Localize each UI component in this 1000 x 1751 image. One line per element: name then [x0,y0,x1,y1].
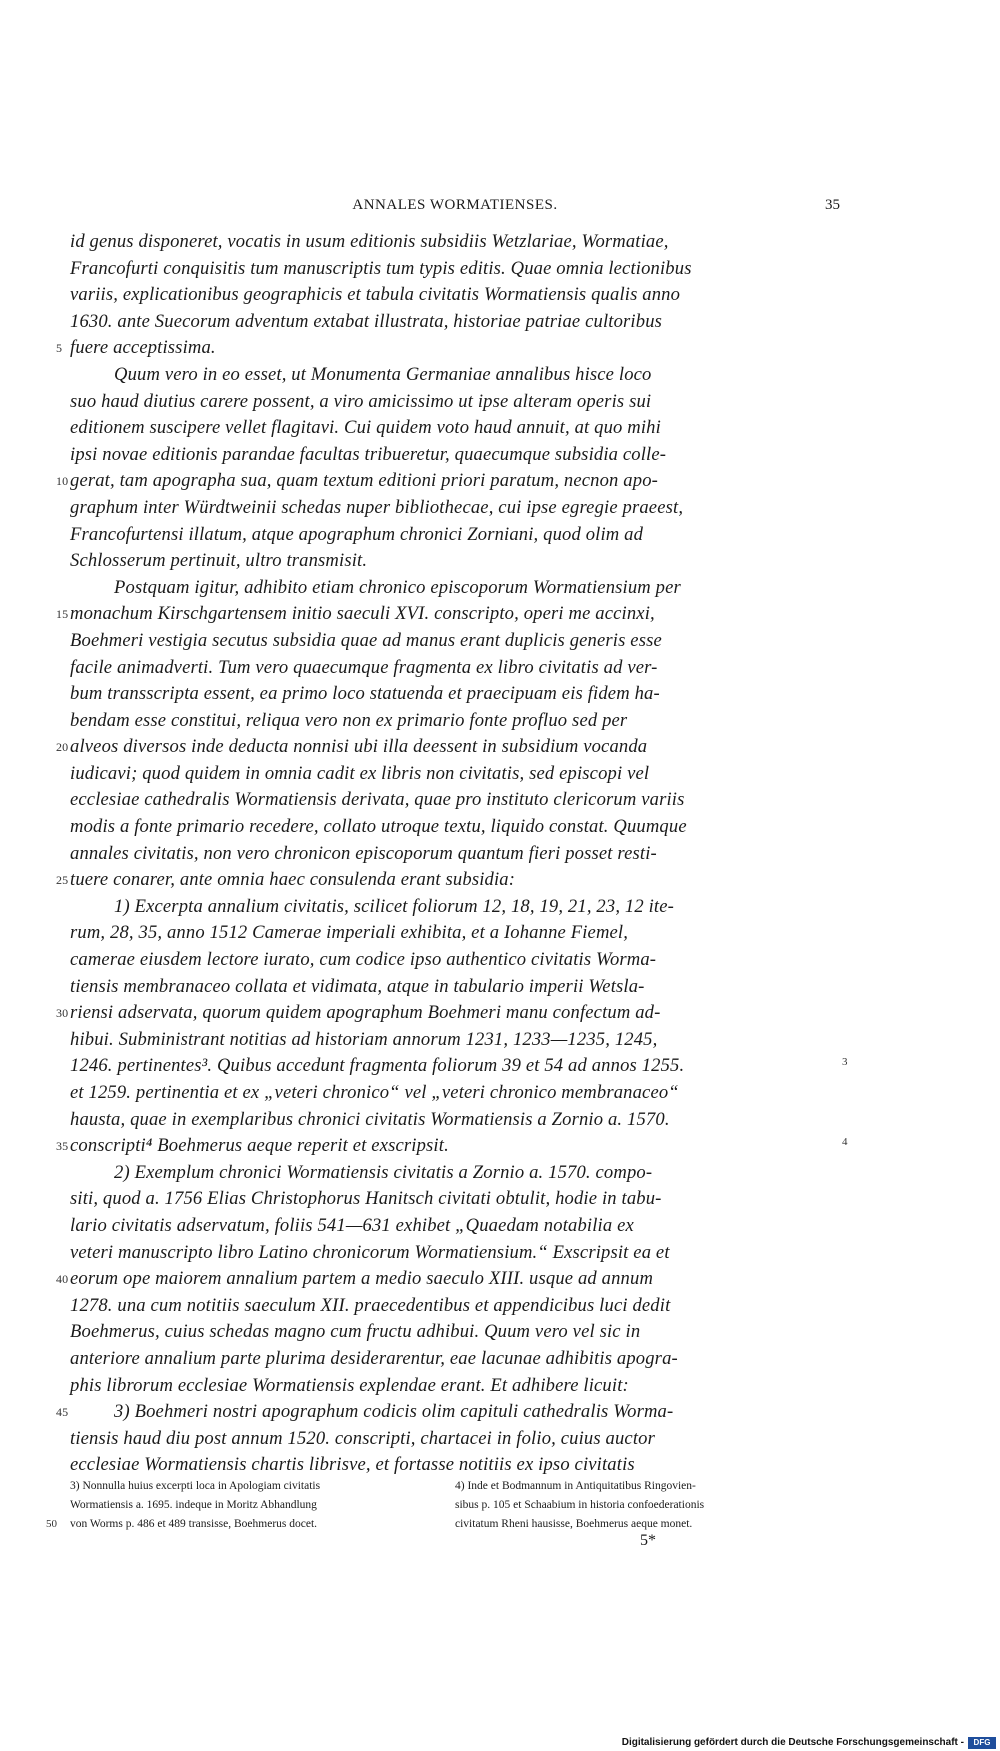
line-text: camerae eiusdem lectore iurato, cum codice ipso authentico civitatis Worma- [70,949,657,971]
text-line [70,548,830,575]
line-text: tiensis membranaceo collata et vidimata, atque in tabulario imperii Wetsla- [70,975,645,997]
footnote-text: Wormatiensis a. 1695. indeque in Moritz Abhandlung [70,1499,317,1511]
text-line [70,442,830,469]
footnotes-right-column [455,1477,830,1534]
line-text: tuere conarer, ante omnia haec consulenda erant subsidia: [70,869,516,891]
text-line [70,495,830,522]
dfg-logo-icon: DFG [968,1737,996,1749]
body-text [56,229,848,1479]
footnotes-left-column [46,1477,445,1534]
text-line [70,1319,830,1346]
line-text: conscripti⁴ Boehmerus aeque reperit et exscripsit. [70,1135,449,1157]
line-text: id genus disponeret, vocatis in usum editionis subsidiis Wetzlariae, Wormatiae, [70,231,669,252]
text-line [70,708,830,735]
line-text: 1630. ante Suecorum adventum extabat illustrata, historiae patriae cultoribus [70,310,663,332]
text-line [70,920,830,947]
footnote-line [46,1515,445,1534]
line-text: hibui. Subministrant notitias ad historiam annorum 1231, 1233—1235, 1245, [70,1028,658,1050]
text-line [56,867,830,894]
line-text: 1) Excerpta annalium civitatis, scilicet foliorum 12, 18, 19, 21, 23, 12 ite- [114,895,674,917]
text-line [56,335,830,362]
text-line [56,1399,830,1426]
text-line [70,309,830,336]
text-line [70,1213,830,1240]
text-line [70,522,830,549]
page-number: 35 [825,197,840,213]
text-line [56,1000,830,1027]
line-text: bendam esse constitui, reliqua vero non ex primario fonte profluo sed per [70,709,628,731]
text-line [56,468,830,495]
text-line [70,1373,830,1400]
line-number: 10 [56,474,69,489]
line-text: Quum vero in eo esset, ut Monumenta Germaniae annalibus hisce loco [114,363,652,385]
text-line [70,628,830,655]
line-text: Postquam igitur, adhibito etiam chronico episcoporum Wormatiensium per [114,576,681,598]
text-line [70,282,830,309]
line-text: phis librorum ecclesiae Wormatiensis explendae erant. Et adhibere licuit: [70,1374,629,1396]
footer-bar [0,1733,1000,1751]
line-text: ipsi novae editionis parandae facultas tribueretur, quaecumque subsidia colle- [70,443,667,465]
line-text: lario civitatis adservatum, foliis 541—631 exhibet „Quaedam notabilia ex [70,1214,634,1236]
line-number: 15 [56,607,69,622]
line-text: graphum inter Würdtweinii schedas nuper bibliothecae, cui ipse egregie praeest, [70,496,684,518]
line-number: 5 [56,341,63,356]
line-text: tiensis haud diu post annum 1520. conscripti, chartacei in folio, cuius auctor [70,1427,655,1449]
line-text: annales civitatis, non vero chronicon episcoporum quantum fieri posset resti- [70,842,657,864]
text-line [70,1452,830,1479]
line-text: editionem suscipere vellet flagitavi. Cui quidem voto haud annuit, at quo mihi [70,417,661,439]
line-text: ecclesiae Wormatiensis chartis librisve, et fortasse notitiis ex ipso civitatis [70,1454,635,1476]
text-line [70,256,830,283]
footnote-text: 4) Inde et Bodmannum in Antiquitatibus Ringovien- [455,1480,696,1492]
text-line [70,841,830,868]
running-title: ANNALES WORMATIENSES. [352,197,558,213]
line-number: 20 [56,740,69,755]
line-text: Francofurti conquisitis tum manuscriptis tum typis editis. Quae omnia lectionibus [70,257,692,279]
text-line [70,362,830,389]
footnote-text: von Worms p. 486 et 489 transisse, Boehmerus docet. [70,1518,318,1530]
text-line [70,894,830,921]
line-text: siti, quod a. 1756 Elias Christophorus Hanitsch civitati obtulit, hodie in tabu- [70,1188,662,1210]
text-line [70,655,830,682]
line-text: veteri manuscripto libro Latino chronicorum Wormatiensium.“ Exscripsit ea et [70,1241,670,1263]
text-line [70,1160,830,1187]
signature-mark: 5* [640,1532,656,1549]
line-text: 3) Boehmeri nostri apographum codicis olim capituli cathedralis Worma- [114,1401,674,1423]
line-text: variis, explicationibus geographicis et tabula civitatis Wormatiensis qualis anno [70,284,681,306]
text-line [70,1426,830,1453]
line-text: bum transscripta essent, ea primo loco statuenda et praecipuam eis fidem ha- [70,683,660,705]
line-text: Boehmerus, cuius schedas magno cum fructu adhibui. Quum vero vel sic in [70,1321,641,1343]
text-line [56,734,830,761]
line-text: monachum Kirschgartensem initio saeculi XVI. conscripto, operi me accinxi, [70,603,655,625]
text-line [70,974,830,1001]
line-text: suo haud diutius carere possent, a viro amicissimo ut ipse alteram operis sui [70,390,652,412]
text-line [70,1053,848,1080]
line-text: iudicavi; quod quidem in omnia cadit ex libris non civitatis, sed episcopi vel [70,762,650,784]
line-text: Francofurtensi illatum, atque apographum chronici Zorniani, quod olim ad [70,523,644,545]
footnote-text: civitatum Rheni hausisse, Boehmerus aeque monet. [455,1518,693,1530]
line-number: 30 [56,1006,69,1021]
text-line [70,415,830,442]
text-line [70,1293,830,1320]
line-text: hausta, quae in exemplaribus chronici civitatis Wormatiensis a Zornio a. 1570. [70,1108,670,1130]
text-line [70,1240,830,1267]
line-text: eorum ope maiorem annalium partem a medio saeculo XIII. usque ad annum [70,1268,654,1290]
footnote-line [455,1496,830,1515]
footnote-text: 3) Nonnulla huius excerpti loca in Apologiam civitatis [70,1480,321,1492]
text-line [70,1107,830,1134]
text-line [70,1186,830,1213]
text-line [70,1080,830,1107]
line-text: et 1259. pertinentia et ex „veteri chronico“ vel „veteri chronico membranaceo“ [70,1082,679,1103]
text-line [70,575,830,602]
line-number: 45 [56,1405,69,1420]
text-line [70,761,830,788]
page-header [70,197,840,221]
line-text: 2) Exemplum chronici Wormatiensis civitatis a Zornio a. 1570. compo- [114,1161,653,1183]
line-number: 50 [46,1518,57,1530]
line-text: alveos diversos inde deducta nonnisi ubi illa deessent in subsidium vocanda [70,736,648,758]
text-line [70,681,830,708]
line-number: 35 [56,1139,69,1154]
digitization-credit: Digitalisierung gefördert durch die Deutsche Forschungsgemeinschaft - [621,1737,964,1748]
footnote-line [70,1477,445,1496]
line-text: fuere acceptissima. [70,337,216,359]
line-text: riensi adservata, quorum quidem apographum Boehmeri manu confectum ad- [70,1002,661,1024]
margin-note-ref: 4 [842,1136,848,1149]
text-line [70,947,830,974]
line-text: facile animadverti. Tum vero quaecumque fragmenta ex libro civitatis ad ver- [70,656,658,678]
text-line [70,814,830,841]
text-line [70,1027,830,1054]
text-line [70,787,830,814]
line-number: 40 [56,1272,69,1287]
margin-note-ref: 3 [842,1056,848,1069]
line-text: 1278. una cum notitiis saeculum XII. praecedentibus et appendicibus luci dedit [70,1294,671,1316]
line-text: anteriore annalium parte plurima desiderarentur, eae lacunae adhibitis apogra- [70,1347,678,1369]
text-line [70,1346,830,1373]
text-line [56,601,830,628]
line-text: Boehmeri vestigia secutus subsidia quae ad manus erant duplicis generis esse [70,629,662,651]
line-text: ecclesiae cathedralis Wormatiensis derivata, quae pro instituto clericorum variis [70,789,685,811]
text-line [70,389,830,416]
text-line [70,229,830,256]
line-text: gerat, tam apographa sua, quam textum editioni priori paratum, necnon apo- [70,470,658,492]
line-text: 1246. pertinentes³. Quibus accedunt fragmenta foliorum 39 et 54 ad annos 1255. [70,1055,685,1077]
line-text: rum, 28, 35, anno 1512 Camerae imperiali exhibita, et a Iohanne Fiemel, [70,922,629,944]
footnote-line [70,1496,445,1515]
footnote-line [455,1477,830,1496]
text-line [56,1266,830,1293]
line-text: modis a fonte primario recedere, collato utroque textu, liquido constat. Quumque [70,816,687,838]
line-text: Schlosserum pertinuit, ultro transmisit. [70,550,368,572]
line-number: 25 [56,873,69,888]
text-line [56,1133,848,1160]
footnote-text: sibus p. 105 et Schaabium in historia confoederationis [455,1499,705,1511]
